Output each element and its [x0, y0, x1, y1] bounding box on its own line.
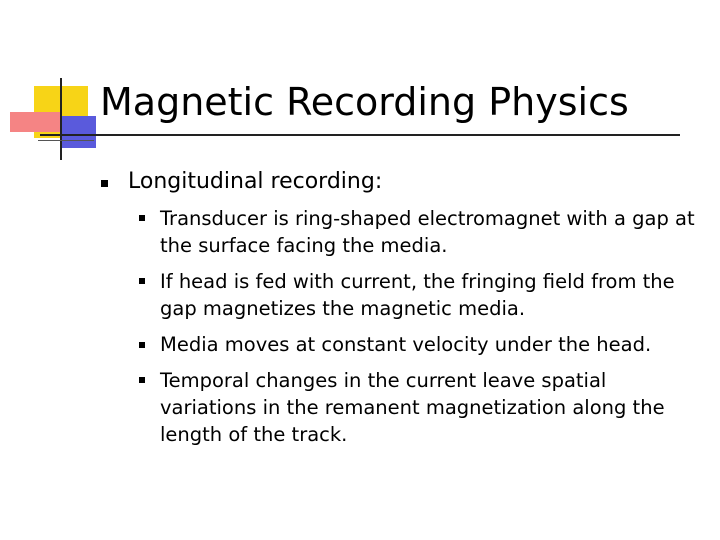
- bullet-sub-text: Transducer is ring-shaped electromagnet with a gap at the surface facing the media.: [160, 207, 695, 257]
- bullet-level1-text: Longitudinal recording:: [128, 169, 383, 194]
- blue-square-decoration: [62, 116, 96, 148]
- bullet-sub-text: Temporal changes in the current leave spatial variations in the remanent magnetization along the length of the track.: [160, 369, 665, 446]
- bullet-sub-icon: [139, 215, 145, 221]
- bullet-sub-icon: [139, 342, 145, 348]
- bullet-sub-text: Media moves at constant velocity under the head.: [160, 333, 652, 356]
- slide-title: Magnetic Recording Physics: [100, 80, 629, 124]
- bullet-level1-icon: [101, 180, 108, 187]
- title-underline: [40, 134, 680, 136]
- bullet-sub-icon: [139, 278, 145, 284]
- bullet-sub-text: If head is fed with current, the fringing field from the gap magnetizes the magnetic media.: [160, 270, 675, 320]
- horizontal-line-decoration: [38, 140, 94, 141]
- slide-logo-decoration: [0, 0, 110, 170]
- vertical-line-decoration: [60, 78, 62, 160]
- bullet-sub-icon: [139, 377, 145, 383]
- pink-bar-decoration: [10, 112, 60, 132]
